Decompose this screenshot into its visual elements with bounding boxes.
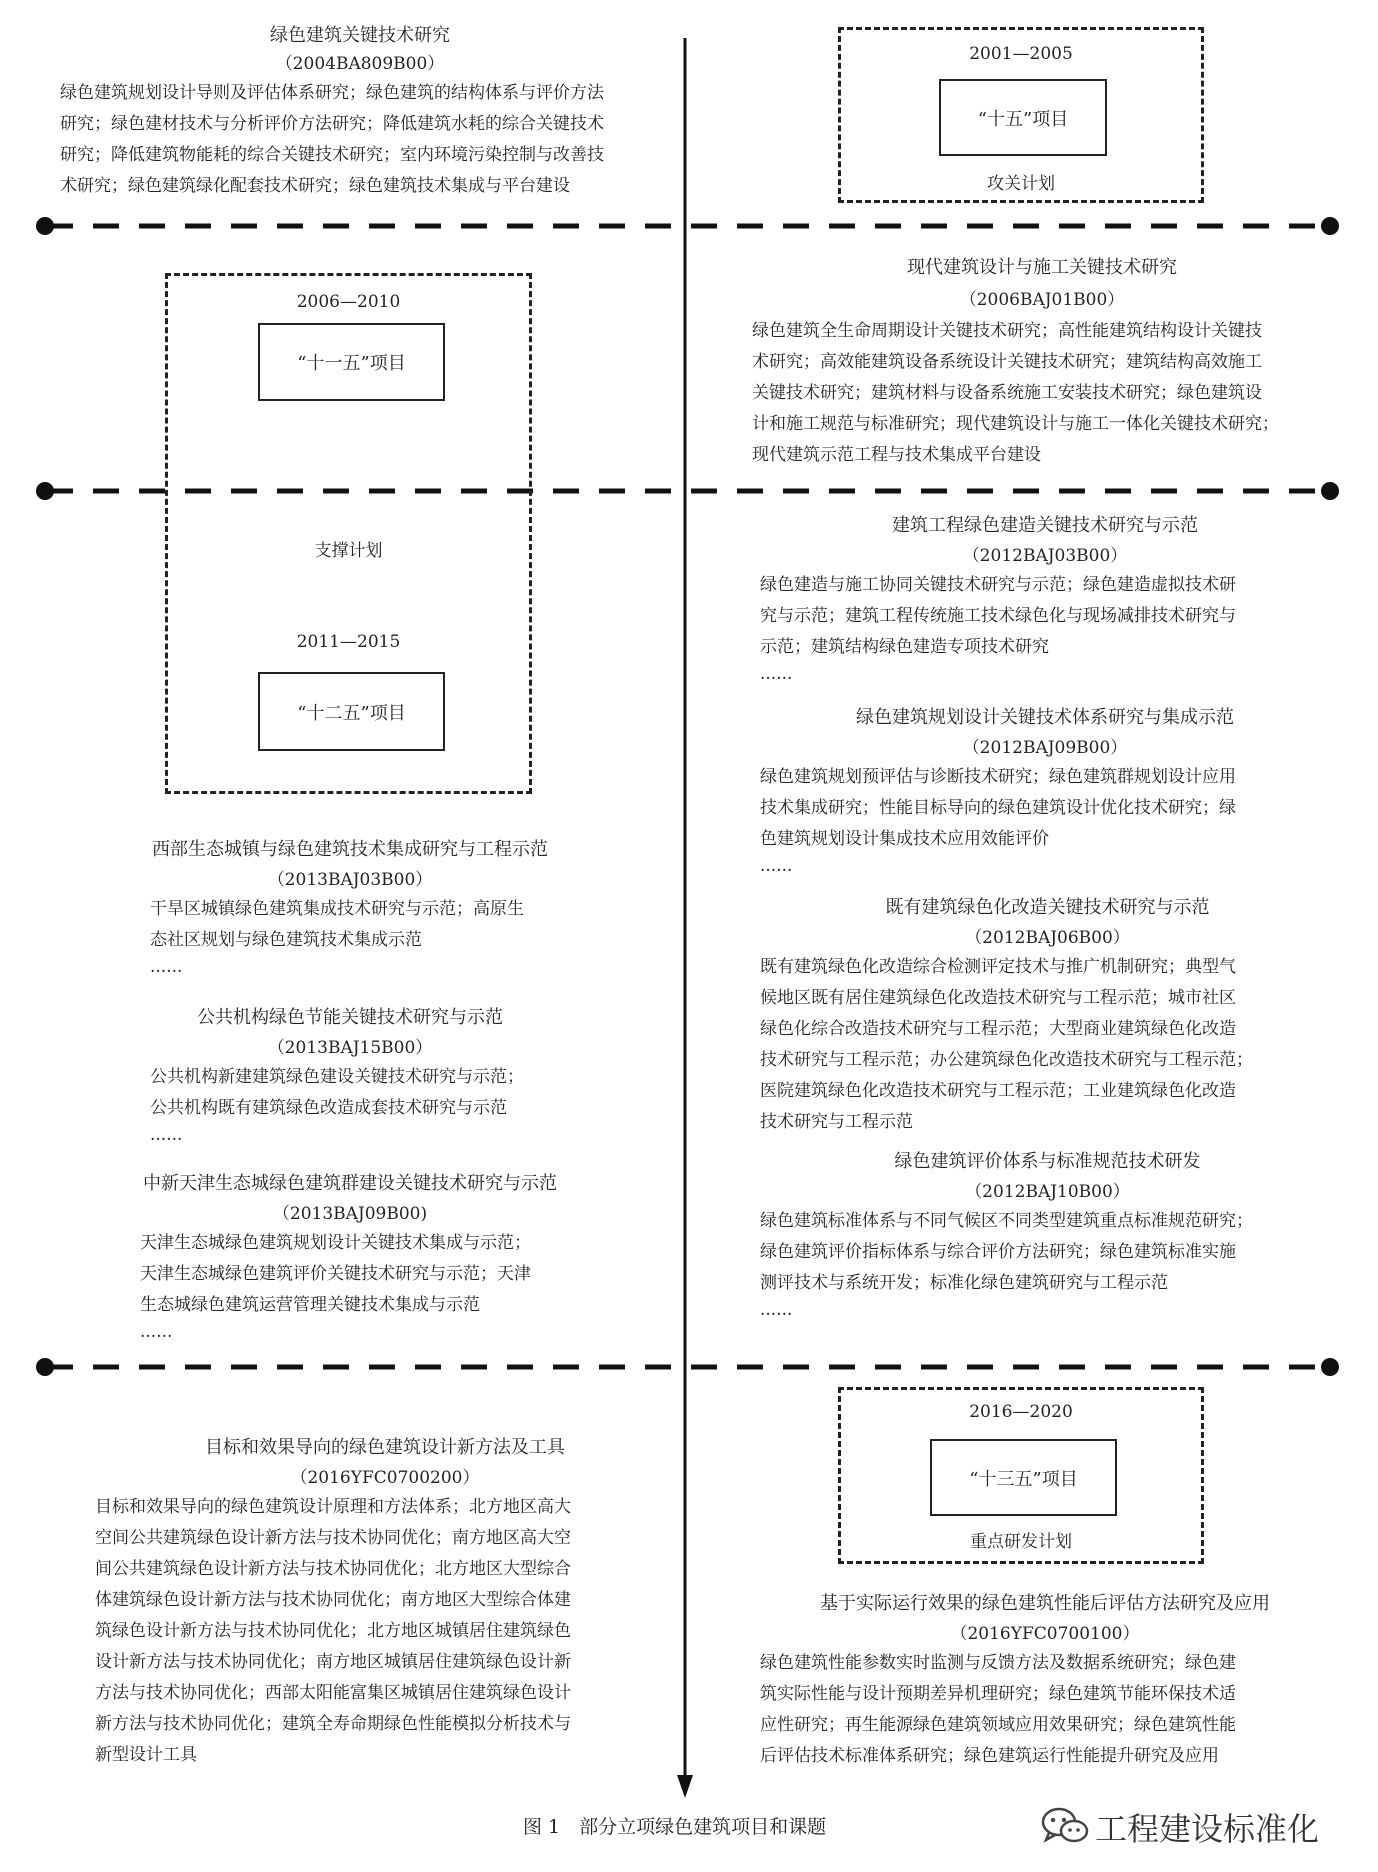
- topic-line: 究与示范；建筑工程传统施工技术绿色化与现场减排技术研究与: [760, 606, 1236, 626]
- project-title: 目标和效果导向的绿色建筑设计新方法及工具: [205, 1437, 565, 1458]
- topic-line: 技术集成研究；性能目标导向的绿色建筑设计优化技术研究；绿: [760, 798, 1236, 818]
- period-box-2006-2015: [165, 273, 532, 794]
- period-years: 2016—2020: [969, 1402, 1073, 1422]
- project-topics: [760, 570, 1330, 685]
- topic-line: 技术研究与工程示范；办公建筑绿色化改造技术研究与工程示范；: [760, 1050, 1253, 1070]
- timeline-arrowhead: [677, 1775, 693, 1798]
- topic-line: 绿色建筑性能参数实时监测与反馈方法及数据系统研究；绿色建: [760, 1653, 1236, 1673]
- project-code: （2012BAJ03B00）: [962, 546, 1128, 566]
- divider-1: [36, 217, 1339, 235]
- project-title: 建筑工程绿色建造关键技术研究与示范: [892, 515, 1198, 536]
- topic-line: 筑绿色设计新方法与技术协同优化；北方地区城镇居住建筑绿色: [95, 1621, 571, 1641]
- topic-line: 公共机构既有建筑绿色改造成套技术研究与示范: [150, 1098, 507, 1118]
- topic-line: 新型设计工具: [95, 1745, 197, 1765]
- project-code: （2012BAJ06B00）: [965, 928, 1130, 948]
- topic-line: 干旱区城镇绿色建筑集成技术研究与示范；高原生: [150, 899, 524, 919]
- support-plan-label: 支撑计划: [314, 541, 383, 561]
- topic-line: 空间公共建筑绿色设计新方法与技术协同优化；南方地区高大空: [95, 1528, 571, 1548]
- topic-line: 绿色建筑全生命周期设计关键技术研究；高性能建筑结构设计关键技: [752, 321, 1262, 341]
- project-2012-10: [760, 1148, 1335, 1321]
- topic-line: 计和施工规范与标准研究；现代建筑设计与施工一体化关键技术研究；: [752, 414, 1279, 434]
- project-code: （2016YFC0700200）: [290, 1468, 480, 1488]
- project-topics: [140, 1062, 560, 1146]
- project-title: 基于实际运行效果的绿色建筑性能后评估方法研究及应用: [820, 1593, 1270, 1614]
- plan-label: 攻关计划: [987, 174, 1055, 194]
- topic-line: 技术研究与工程示范: [760, 1112, 913, 1132]
- topic-line: 绿色建筑标准体系与不同气候区不同类型建筑重点标准规范研究；: [760, 1211, 1253, 1231]
- topic-line: 绿色建筑规划预评估与诊断技术研究；绿色建筑群规划设计应用: [760, 767, 1236, 787]
- project-label-box: “十五”项目: [939, 79, 1107, 156]
- project-topics: [60, 78, 660, 202]
- project-title: 西部生态城镇与绿色建筑技术集成研究与工程示范: [152, 839, 548, 860]
- project-topics: [760, 1206, 1335, 1321]
- ellipsis: ......: [140, 1322, 173, 1342]
- topic-line: 天津生态城绿色建筑规划设计关键技术集成与示范；: [140, 1233, 531, 1253]
- project-code: （2013BAJ15B00）: [267, 1038, 433, 1058]
- project-label-box: “十二五”项目: [258, 672, 445, 751]
- project-title: 现代建筑设计与施工关键技术研究: [907, 257, 1177, 278]
- topic-line: 研究；降低建筑物能耗的综合关键技术研究；室内环境污染控制与改善技: [60, 145, 604, 165]
- project-code: （2012BAJ10B00）: [965, 1182, 1130, 1202]
- project-label-box: “十一五”项目: [258, 323, 445, 401]
- topic-line: 天津生态城绿色建筑评价关键技术研究与示范；天津: [140, 1264, 531, 1284]
- project-topics: [760, 1648, 1330, 1772]
- topic-line: 应性研究；再生能源绿色建筑领域应用效果研究；绿色建筑性能: [760, 1715, 1236, 1735]
- project-code: （2012BAJ09B00）: [962, 738, 1128, 758]
- topic-line: 色建筑规划设计集成技术应用效能评价: [760, 829, 1049, 849]
- project-topics: [760, 952, 1335, 1138]
- project-2006: [752, 254, 1332, 471]
- watermark-text: 工程建设标准化: [1095, 1810, 1320, 1848]
- ellipsis: ......: [760, 664, 793, 684]
- divider-dot: [1321, 1358, 1339, 1376]
- topic-line: 术研究；绿色建筑绿化配套技术研究；绿色建筑技术集成与平台建设: [60, 176, 570, 196]
- topic-line: 医院建筑绿色化改造技术研究与工程示范；工业建筑绿色化改造: [760, 1081, 1236, 1101]
- topic-line: 目标和效果导向的绿色建筑设计原理和方法体系；北方地区高大: [95, 1497, 571, 1517]
- topic-line: 新方法与技术协同优化；建筑全寿命期绿色性能模拟分析技术与: [95, 1714, 571, 1734]
- project-2004: [60, 22, 660, 202]
- project-2013-15: [140, 1004, 560, 1146]
- divider-dot: [36, 217, 54, 235]
- topic-line: 态社区规划与绿色建筑技术集成示范: [150, 930, 422, 950]
- topic-line: 术研究；高效能建筑设备系统设计关键技术研究；建筑结构高效施工: [752, 352, 1262, 372]
- ellipsis: ......: [150, 1125, 183, 1145]
- divider-3: [36, 1358, 1339, 1376]
- topic-line: 测评技术与系统开发；标准化绿色建筑研究与工程示范: [760, 1273, 1168, 1293]
- project-title: 绿色建筑评价体系与标准规范技术研发: [894, 1151, 1201, 1172]
- project-title: 公共机构绿色节能关键技术研究与示范: [197, 1007, 503, 1028]
- period-box-2016-2020: [838, 1387, 1204, 1564]
- topic-line: 间公共建筑绿色设计新方法与技术协同优化；北方地区大型综合: [95, 1559, 571, 1579]
- topic-line: 候地区既有居住建筑绿色化改造技术研究与工程示范；城市社区: [760, 988, 1236, 1008]
- divider-dot: [36, 1358, 54, 1376]
- period-years: 2011—2015: [296, 632, 401, 652]
- period-years: 2001—2005: [969, 44, 1073, 64]
- project-title: 绿色建筑关键技术研究: [270, 25, 450, 46]
- topic-line: 研究；绿色建材技术与分析评价方法研究；降低建筑水耗的综合关键技术: [60, 114, 604, 134]
- topic-line: 公共机构新建建筑绿色建设关键技术研究与示范；: [150, 1067, 524, 1087]
- topic-line: 后评估技术标准体系研究；绿色建筑运行性能提升研究及应用: [760, 1746, 1219, 1766]
- project-topics: [95, 1492, 675, 1771]
- topic-line: 绿色化综合改造技术研究与工程示范；大型商业建筑绿色化改造: [760, 1019, 1236, 1039]
- divider-dot: [36, 482, 54, 500]
- topic-line: 示范；建筑结构绿色建造专项技术研究: [760, 637, 1049, 657]
- project-2016-0100: [760, 1590, 1330, 1772]
- project-2016-0200: [95, 1434, 675, 1771]
- project-topics: [760, 762, 1330, 877]
- topic-line: 现代建筑示范工程与技术集成平台建设: [752, 445, 1041, 465]
- project-topics: [752, 316, 1332, 471]
- period-box-2001-2005: [838, 27, 1204, 203]
- divider-dot: [1321, 482, 1339, 500]
- topic-line: 筑实际性能与设计预期差异机理研究；绿色建筑节能环保技术适: [760, 1684, 1236, 1704]
- ellipsis: ......: [760, 1300, 793, 1320]
- divider-dot: [1321, 217, 1339, 235]
- figure-caption: 图 1 部分立项绿色建筑项目和课题: [523, 1816, 827, 1838]
- project-title: 中新天津生态城绿色建筑群建设关键技术研究与示范: [143, 1173, 557, 1194]
- project-code: （2016YFC0700100）: [950, 1624, 1140, 1644]
- project-2013-03: [140, 836, 560, 978]
- topic-line: 绿色建造与施工协同关键技术研究与示范；绿色建造虚拟技术研: [760, 575, 1236, 595]
- project-code: （2013BAJ03B00）: [267, 870, 433, 890]
- project-2012-06: [760, 894, 1335, 1138]
- ellipsis: ......: [760, 856, 793, 876]
- ellipsis: ......: [150, 957, 183, 977]
- topic-line: 既有建筑绿色化改造综合检测评定技术与推广机制研究；典型气: [760, 957, 1236, 977]
- period-years: 2006—2010: [296, 292, 401, 312]
- project-code: （2004BA809B00）: [275, 54, 445, 74]
- project-title: 既有建筑绿色化改造关键技术研究与示范: [885, 897, 1210, 918]
- project-code: （2006BAJ01B00）: [959, 290, 1125, 310]
- project-code: （2013BAJ09B00): [272, 1204, 428, 1224]
- project-2013-09: [130, 1170, 570, 1343]
- wechat-icon: [1040, 1806, 1090, 1846]
- topic-line: 绿色建筑评价指标体系与综合评价方法研究；绿色建筑标准实施: [760, 1242, 1236, 1262]
- topic-line: 生态城绿色建筑运营管理关键技术集成与示范: [140, 1295, 480, 1315]
- topic-line: 绿色建筑规划设计导则及评估体系研究；绿色建筑的结构体系与评价方法: [60, 83, 604, 103]
- topic-line: 方法与技术协同优化；西部太阳能富集区城镇居住建筑绿色设计: [95, 1683, 571, 1703]
- project-topics: [140, 894, 560, 978]
- project-2012-09: [760, 704, 1330, 877]
- topic-line: 设计新方法与技术协同优化；南方地区城镇居住建筑绿色设计新: [95, 1652, 571, 1672]
- project-title: 绿色建筑规划设计关键技术体系研究与集成示范: [856, 707, 1234, 728]
- plan-label: 重点研发计划: [970, 1532, 1072, 1552]
- topic-line: 体建筑绿色设计新方法与技术协同优化；南方地区大型综合体建: [95, 1590, 571, 1610]
- project-label-box: “十三五”项目: [930, 1439, 1117, 1516]
- project-2012-03: [760, 512, 1330, 685]
- topic-line: 关键技术研究；建筑材料与设备系统施工安装技术研究；绿色建筑设: [752, 383, 1262, 403]
- project-topics: [130, 1228, 570, 1343]
